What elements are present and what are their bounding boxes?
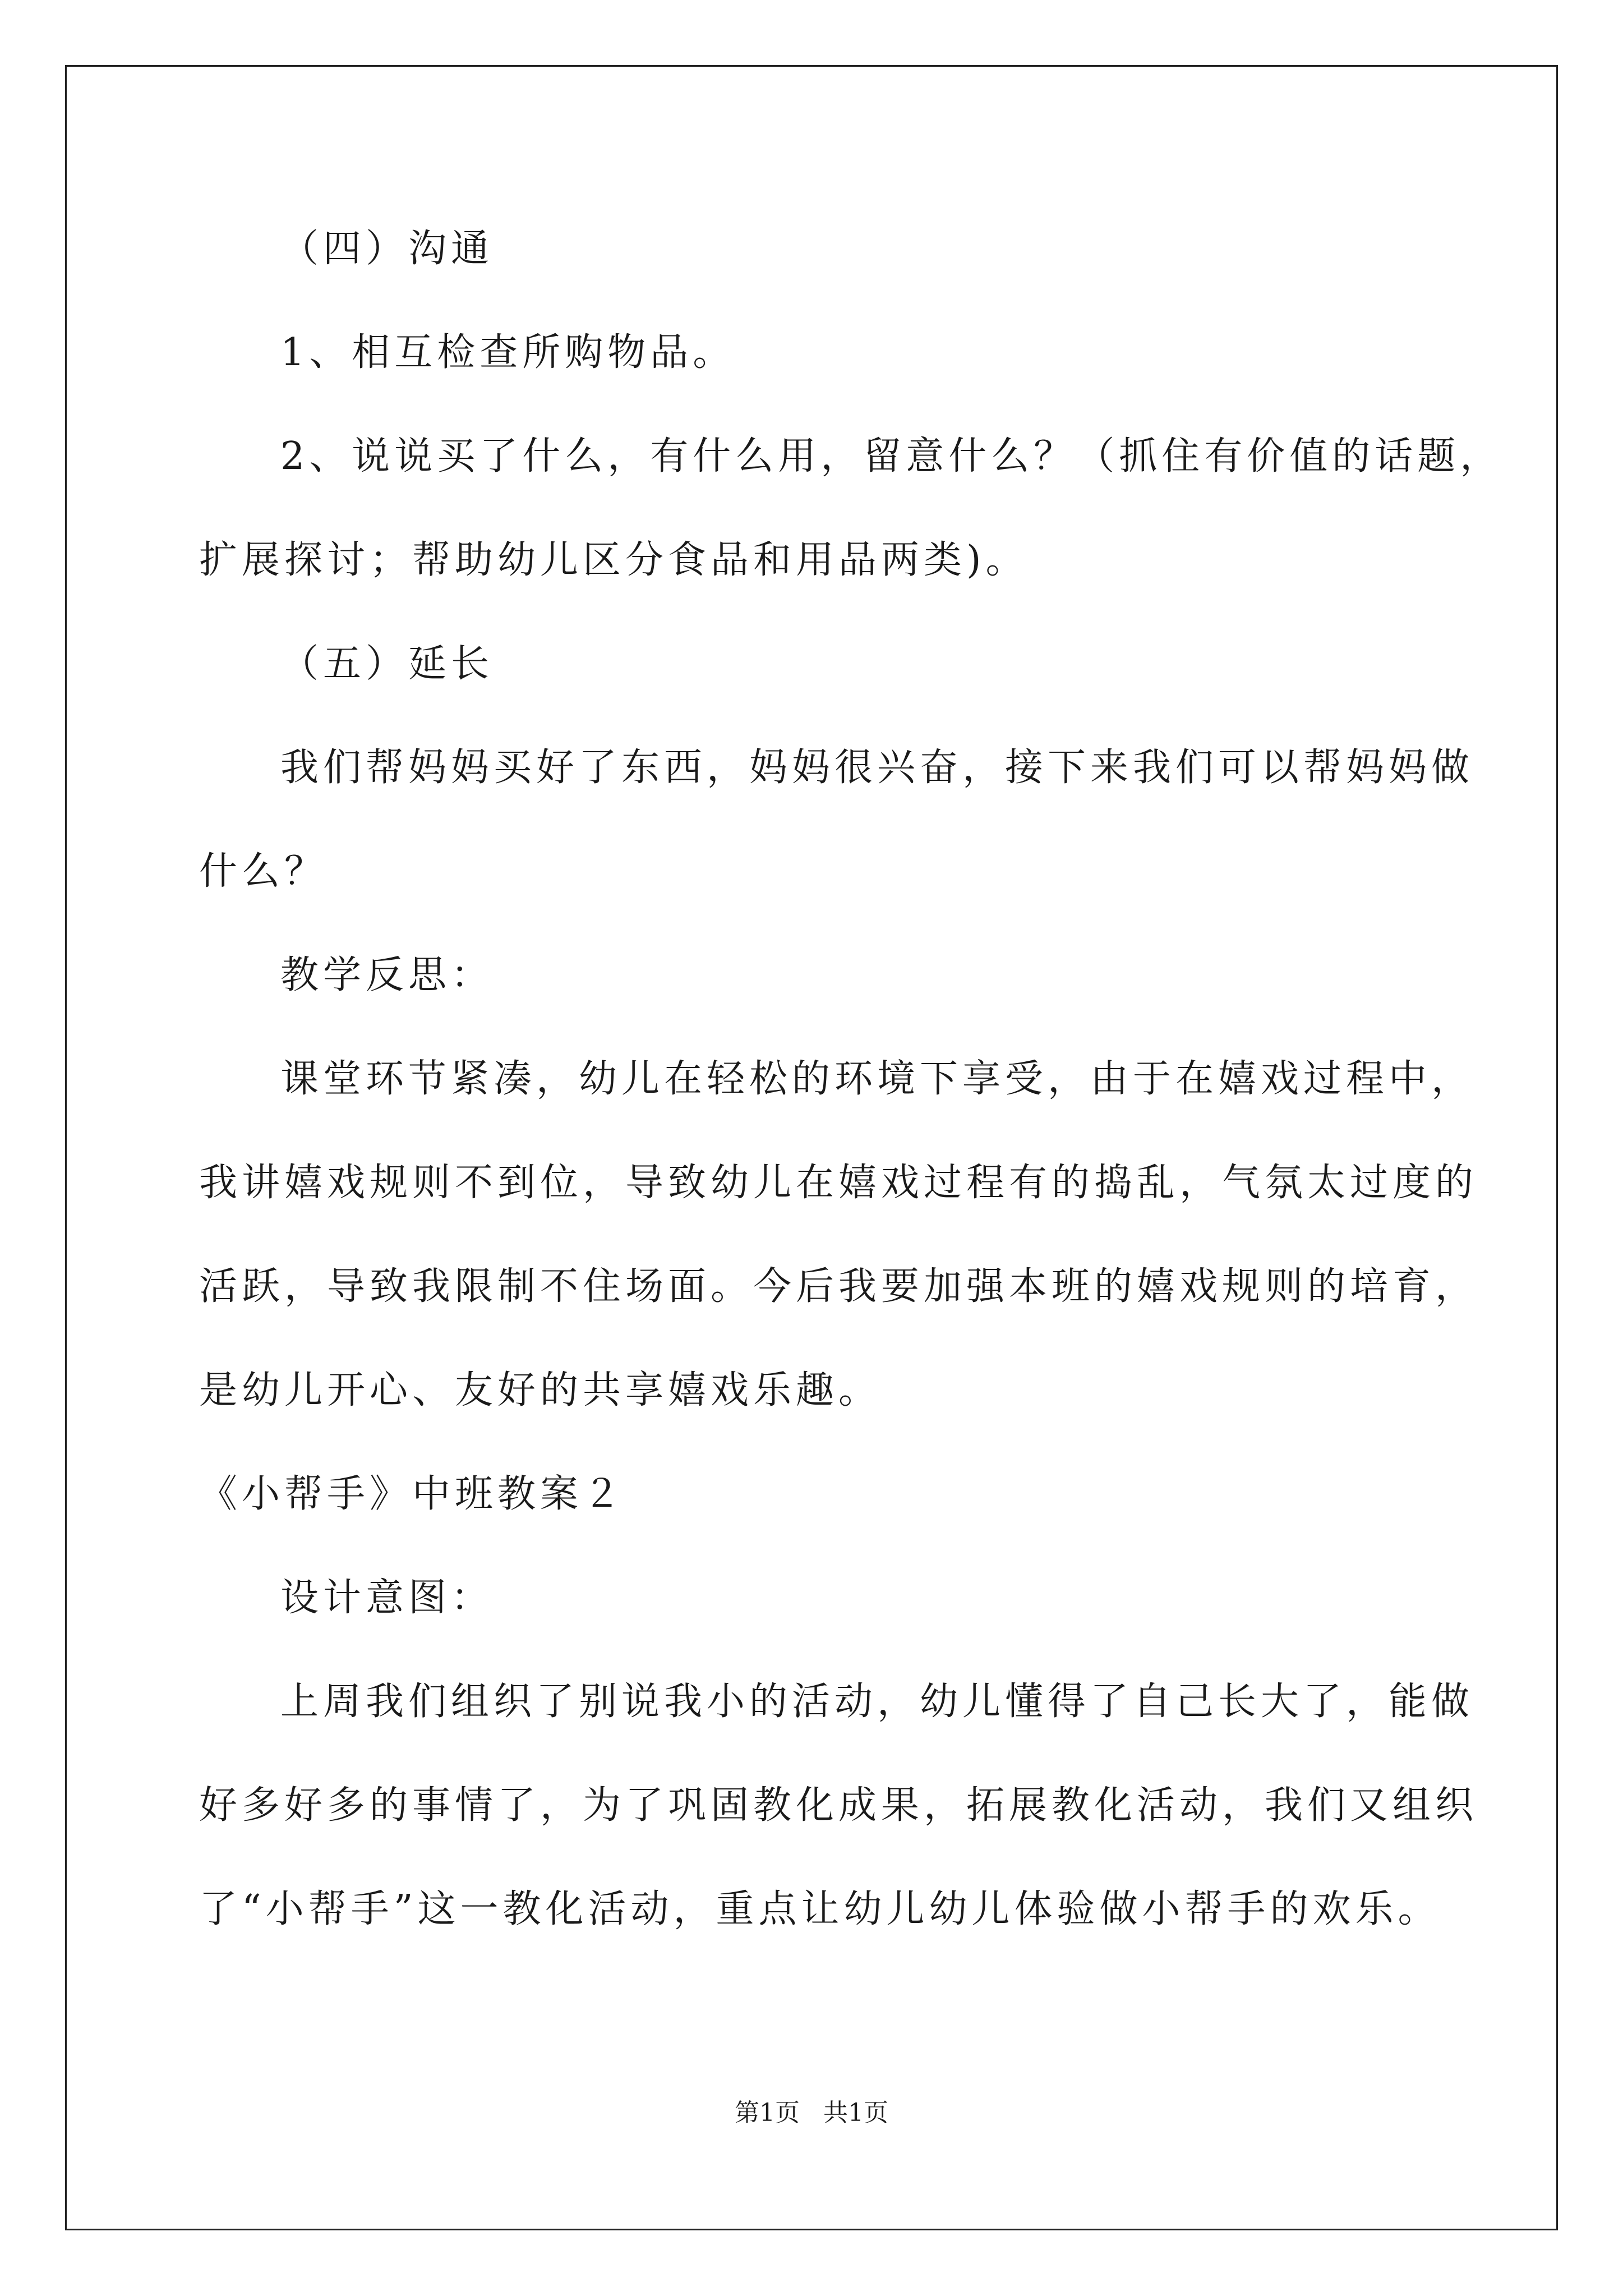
paragraph-line: 了“小帮手”这一教化活动，重点让幼儿幼儿体验做小帮手的欢乐。 <box>199 1887 1441 1931</box>
section-heading-communication: （四）沟通 <box>280 227 494 271</box>
paragraph-line: 好多好多的事情了，为了巩固教化成果，拓展教化活动，我们又组织 <box>199 1783 1478 1828</box>
paragraph-line: 上周我们组织了别说我小的活动，幼儿懂得了自己长大了，能做 <box>280 1680 1474 1724</box>
section-heading-reflection: 教学反思： <box>280 953 494 997</box>
paragraph-line: 1、相互检查所购物品。 <box>280 330 736 375</box>
page-number-footer: 第1页 共1页 <box>735 2099 888 2127</box>
paragraph-line: 我讲嬉戏规则不到位，导致幼儿在嬉戏过程有的捣乱，气氛太过度的 <box>199 1161 1478 1205</box>
paragraph-line: 扩展探讨；帮助幼儿区分食品和用品两类)。 <box>199 538 1029 582</box>
lesson-title: 《小帮手》中班教案２ <box>199 1472 626 1516</box>
section-heading-design-intent: 设计意图： <box>280 1576 494 1620</box>
paragraph-line: 2、说说买了什么，有什么用，留意什么？（抓住有价值的话题， <box>280 434 1503 478</box>
paragraph-line: 活跃，导致我限制不住场面。今后我要加强本班的嬉戏规则的培育， <box>199 1264 1478 1309</box>
section-heading-extension: （五）延长 <box>280 642 494 686</box>
paragraph-line: 什么？ <box>199 849 328 894</box>
paragraph-line: 是幼儿开心、友好的共享嬉戏乐趣。 <box>199 1368 882 1412</box>
paragraph-line: 我们帮妈妈买好了东西，妈妈很兴奋，接下来我们可以帮妈妈做 <box>280 746 1474 790</box>
paragraph-line: 课堂环节紧凑，幼儿在轻松的环境下享受，由于在嬉戏过程中， <box>280 1057 1474 1101</box>
